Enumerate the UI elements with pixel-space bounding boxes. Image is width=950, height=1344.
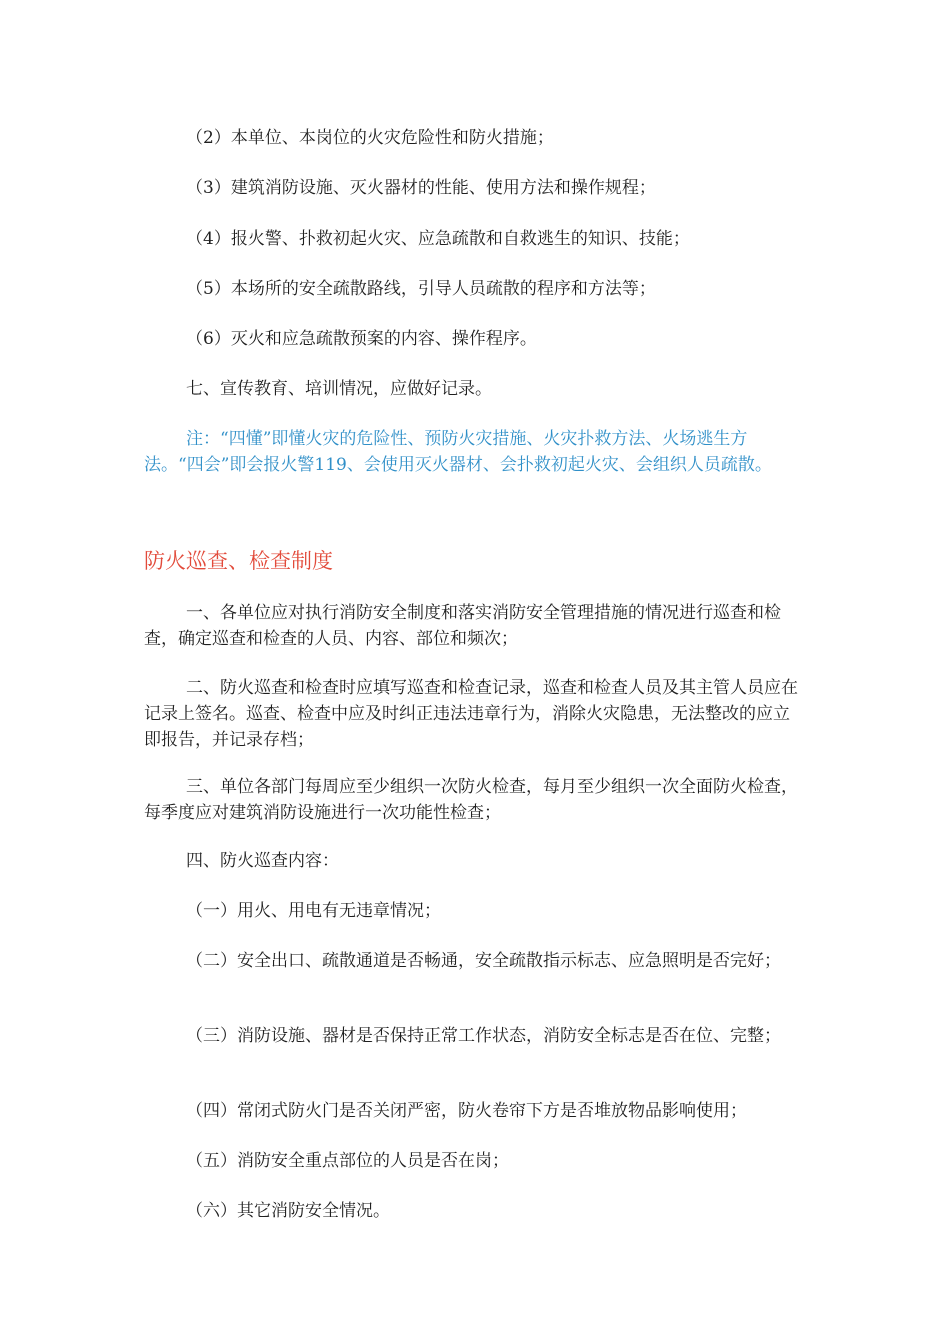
clause-seven: 七、宣传教育、培训情况，应做好记录。 (186, 379, 492, 399)
patrol-item-3: （三）消防设施、器材是否保持正常工作状态，消防安全标志是否在位、完整； (186, 1026, 781, 1046)
inspection-clause-2: 二、防火巡查和检查时应填写巡查和检查记录，巡查和检查人员及其主管人员应在记录上签名。巡查、检查中应及时纠正违法违章行为，消除火灾隐患，无法整改的应立即报告，并记录存档； (144, 678, 798, 750)
patrol-item-2: （二）安全出口、疏散通道是否畅通，安全疏散指示标志、应急照明是否完好； (186, 951, 781, 971)
inspection-clause-1: 一、各单位应对执行消防安全制度和落实消防安全管理措施的情况进行巡查和检查，确定巡查和检查的人员、内容、部位和频次； (144, 603, 781, 649)
training-item-6: （6）灭火和应急疏散预案的内容、操作程序。 (186, 329, 537, 349)
patrol-item-1: （一）用火、用电有无违章情况； (186, 901, 441, 921)
patrol-item-6: （六）其它消防安全情况。 (186, 1201, 390, 1221)
patrol-item-5: （五）消防安全重点部位的人员是否在岗； (186, 1151, 509, 1171)
patrol-item-4: （四）常闭式防火门是否关闭严密，防火卷帘下方是否堆放物品影响使用； (186, 1101, 747, 1121)
training-item-4: （4）报火警、扑救初起火灾、应急疏散和自救逃生的知识、技能； (186, 229, 690, 249)
inspection-clause-4: 四、防火巡查内容： (186, 851, 339, 871)
note-paragraph: 注：“四懂”即懂火灾的危险性、预防火灾措施、火灾扑救方法、火场逃生方法。“四会”即会报火警119、会使用灭火器材、会扑救初起火灾、会组织人员疏散。 (144, 429, 772, 475)
training-item-2: （2）本单位、本岗位的火灾危险性和防火措施； (186, 128, 554, 148)
section-title: 防火巡查、检查制度 (144, 549, 333, 573)
training-item-3: （3）建筑消防设施、灭火器材的性能、使用方法和操作规程； (186, 178, 656, 198)
inspection-clause-3: 三、单位各部门每周应至少组织一次防火检查，每月至少组织一次全面防火检查，每季度应对建筑消防设施进行一次功能性检查； (144, 777, 798, 823)
training-item-5: （5）本场所的安全疏散路线，引导人员疏散的程序和方法等； (186, 279, 656, 299)
